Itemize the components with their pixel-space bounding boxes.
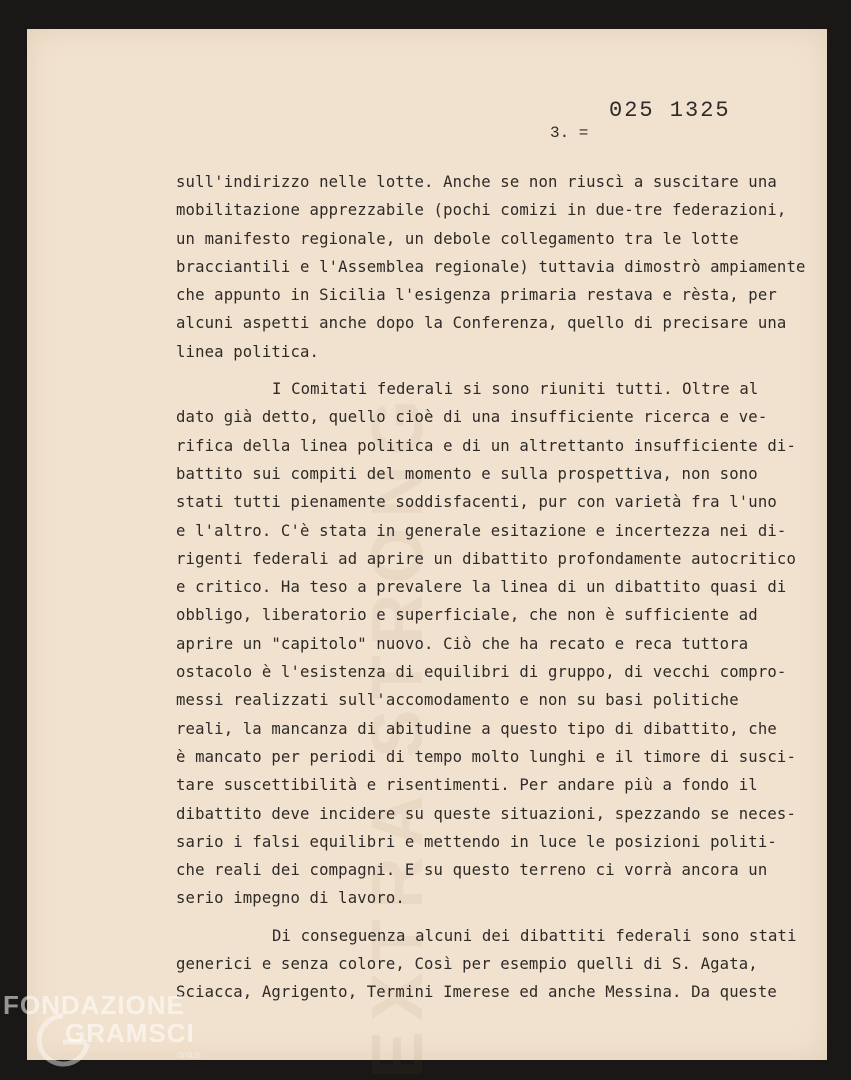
text-line: rigenti federali ad aprire un dibattito profondamente autocritico bbox=[176, 549, 796, 568]
paragraph-gap bbox=[176, 366, 821, 375]
text-line: alcuni aspetti anche dopo la Conferenza, quello di precisare una bbox=[176, 314, 787, 333]
text-line: linea politica. bbox=[176, 342, 320, 361]
paragraph bbox=[176, 168, 821, 366]
text-line: è mancato per periodi di tempo molto lunghi e il timore di susci- bbox=[176, 747, 796, 766]
text-line: che reali dei compagni. E su questo terreno ci vorrà ancora un bbox=[176, 861, 768, 880]
text-line: tare suscettibilità e risentimenti. Per andare più a fondo il bbox=[176, 776, 758, 795]
text-line: dato già detto, quello cioè di una insufficiente ricerca e ve- bbox=[176, 408, 768, 427]
text-line: e l'altro. C'è stata in generale esitazione e incertezza nei di- bbox=[176, 521, 787, 540]
text-line: obbligo, liberatorio e superficiale, che non è sufficiente ad bbox=[176, 606, 758, 625]
text-line: reali, la mancanza di abitudine a questo tipo di dibattito, che bbox=[176, 719, 777, 738]
text-line: battito sui compiti del momento e sulla prospettiva, non sono bbox=[176, 464, 758, 483]
logo-text-line1: FONDAZIONE bbox=[3, 990, 185, 1020]
text-line: serio impegno di lavoro. bbox=[176, 889, 405, 908]
paragraph-gap bbox=[176, 913, 821, 922]
text-line: Sciacca, Agrigento, Termini Imerese ed anche Messina. Da queste bbox=[176, 983, 777, 1002]
logo-text-line2: GRAMSCI bbox=[65, 1018, 195, 1048]
text-line: bracciantili e l'Assemblea regionale) tuttavia dimostrò ampiamente bbox=[176, 257, 806, 276]
text-line: I Comitati federali si sono riuniti tutti. Oltre al bbox=[272, 380, 759, 399]
text-line: e critico. Ha teso a prevalere la linea di un dibattito quasi di bbox=[176, 578, 787, 597]
text-line: un manifesto regionale, un debole collegamento tra le lotte bbox=[176, 229, 739, 248]
text-line: messi realizzati sull'accomodamento e non su basi politiche bbox=[176, 691, 739, 710]
text-line: mobilitazione apprezzabile (pochi comizi in due-tre federazioni, bbox=[176, 201, 787, 220]
paper-watermark: EXTRA STRONG bbox=[358, 389, 438, 1079]
paragraph bbox=[176, 922, 821, 1007]
paragraph bbox=[176, 375, 821, 913]
text-line: ostacolo è l'esistenza di equilibri di gruppo, di vecchi compro- bbox=[176, 663, 787, 682]
document-body bbox=[176, 168, 821, 1007]
text-line: sario i falsi equilibri e mettendo in luce le posizioni politi- bbox=[176, 832, 777, 851]
text-line: generici e senza colore, Così per esempio quelli di S. Agata, bbox=[176, 955, 758, 974]
text-line: sull'indirizzo nelle lotte. Anche se non riuscì a suscitare una bbox=[176, 173, 777, 191]
text-line: rifica della linea politica e di un altrettanto insufficiente di- bbox=[176, 436, 796, 455]
text-line: dibattito deve incidere su queste situazioni, spezzando se neces- bbox=[176, 804, 796, 823]
text-line: che appunto in Sicilia l'esigenza primaria restava e rèsta, per bbox=[176, 286, 777, 305]
logo-text-line3: onlus bbox=[177, 1050, 201, 1061]
text-line: stati tutti pienamente soddisfacenti, pur con varietà fra l'uno bbox=[176, 493, 777, 512]
page-number: 3. = bbox=[550, 124, 589, 142]
archive-number: 025 1325 bbox=[609, 98, 731, 123]
text-line: Di conseguenza alcuni dei dibattiti federali sono stati bbox=[272, 926, 797, 945]
text-line: aprire un "capitolo" nuovo. Ciò che ha recato e reca tuttora bbox=[176, 634, 749, 653]
